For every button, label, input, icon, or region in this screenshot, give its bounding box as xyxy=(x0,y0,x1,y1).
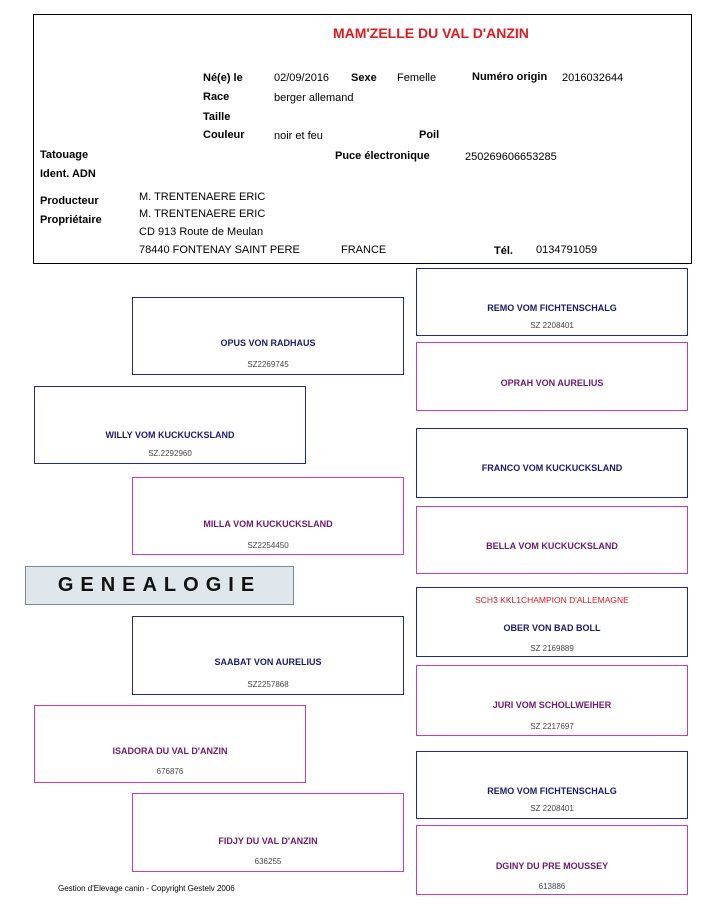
ggs-2-card[interactable] xyxy=(416,428,688,498)
granddam-paternal-name: MILLA VOM KUCKUCKSLAND xyxy=(203,519,333,529)
granddam-maternal-reg: 636255 xyxy=(254,857,282,866)
color-label: Couleur xyxy=(203,129,245,141)
ggd-1-name: OPRAH VON AURELIUS xyxy=(500,378,604,388)
tattoo-label: Tatouage xyxy=(40,149,89,161)
chip-label: Puce électronique xyxy=(335,150,430,162)
owner-address: CD 913 Route de Meulan xyxy=(139,226,264,238)
dam-card[interactable] xyxy=(34,705,306,783)
ggd-4-reg: 613886 xyxy=(538,882,566,891)
grandsire-paternal-name: OPUS VON RADHAUS xyxy=(220,338,316,348)
owner-value: M. TRENTENAERE ERIC xyxy=(139,208,266,220)
birth-label: Né(e) le xyxy=(203,72,243,84)
dam-name: ISADORA DU VAL D'ANZIN xyxy=(112,746,228,756)
genealogy-heading: GENEALOGIE xyxy=(25,566,294,605)
dam-reg: 676876 xyxy=(156,767,184,776)
sire-name: WILLY VOM KUCKUCKSLAND xyxy=(105,430,235,440)
owner-label: Propriétaire xyxy=(40,214,102,226)
grandsire-maternal-name: SAABAT VON AURELIUS xyxy=(214,657,322,667)
coat-label: Poil xyxy=(419,129,440,141)
dog-name-title: MAM'ZELLE DU VAL D'ANZIN xyxy=(333,25,529,41)
size-label: Taille xyxy=(203,111,231,123)
ggd-4-card[interactable] xyxy=(416,825,688,895)
breed-label: Race xyxy=(203,91,230,103)
producer-label: Producteur xyxy=(40,195,99,207)
ggs-1-card[interactable] xyxy=(416,268,688,336)
tel-label: Tél. xyxy=(494,245,513,257)
footer-copyright: Gestion d'Elevage canin - Copyright Gestelv 2006 xyxy=(58,884,235,893)
ggd-3-reg: SZ 2217697 xyxy=(530,722,574,731)
ggs-3-reg: SZ 2169889 xyxy=(530,644,574,653)
grandsire-paternal-card[interactable] xyxy=(132,297,404,375)
ggs-3-name: OBER VON BAD BOLL xyxy=(503,623,601,633)
dog-info-panel xyxy=(33,14,692,264)
producer-value: M. TRENTENAERE ERIC xyxy=(139,191,266,203)
grandsire-maternal-reg: SZ2257868 xyxy=(247,680,289,689)
ggd-3-name: JURI VOM SCHOLLWEIHER xyxy=(492,700,612,710)
owner-country: FRANCE xyxy=(341,244,387,256)
dna-label: Ident. ADN xyxy=(40,168,96,180)
sex-label: Sexe xyxy=(351,72,377,84)
grandsire-maternal-card[interactable] xyxy=(132,616,404,695)
ggs-4-card[interactable] xyxy=(416,751,688,819)
ggd-3-card[interactable] xyxy=(416,665,688,736)
grandsire-paternal-reg: SZ2269745 xyxy=(247,360,289,369)
ggd-2-card[interactable] xyxy=(416,506,688,574)
ggs-4-reg: SZ 2208401 xyxy=(530,804,574,813)
ggs-3-card[interactable] xyxy=(416,587,688,657)
color-value: noir et feu xyxy=(274,130,323,142)
granddam-maternal-card[interactable] xyxy=(132,793,404,872)
ggs-1-name: REMO VOM FICHTENSCHALG xyxy=(487,303,617,313)
sex-value: Femelle xyxy=(397,72,437,84)
ggs-1-reg: SZ 2208401 xyxy=(530,321,574,330)
origin-value: 2016032644 xyxy=(562,72,624,84)
owner-city: 78440 FONTENAY SAINT PERE xyxy=(139,244,300,256)
birth-date: 02/09/2016 xyxy=(274,72,330,84)
granddam-paternal-reg: SZ2254450 xyxy=(247,541,289,550)
breed-value: berger allemand xyxy=(274,92,354,104)
ggd-4-name: DGINY DU PRE MOUSSEY xyxy=(495,861,609,871)
sire-reg: SZ.2292960 xyxy=(148,449,192,458)
sire-card[interactable] xyxy=(34,386,306,464)
ggs-3-title: SCH3 KKL1CHAMPION D'ALLEMAGNE xyxy=(475,595,629,605)
granddam-paternal-card[interactable] xyxy=(132,477,404,555)
ggd-2-name: BELLA VOM KUCKUCKSLAND xyxy=(486,541,618,551)
chip-value: 250269606653285 xyxy=(465,151,557,163)
tel-value: 0134791059 xyxy=(536,244,598,256)
granddam-maternal-name: FIDJY DU VAL D'ANZIN xyxy=(218,836,318,846)
ggd-1-card[interactable] xyxy=(416,342,688,411)
ggs-2-name: FRANCO VOM KUCKUCKSLAND xyxy=(481,463,623,473)
origin-label: Numéro origin xyxy=(472,71,548,83)
ggs-4-name: REMO VOM FICHTENSCHALG xyxy=(487,786,617,796)
